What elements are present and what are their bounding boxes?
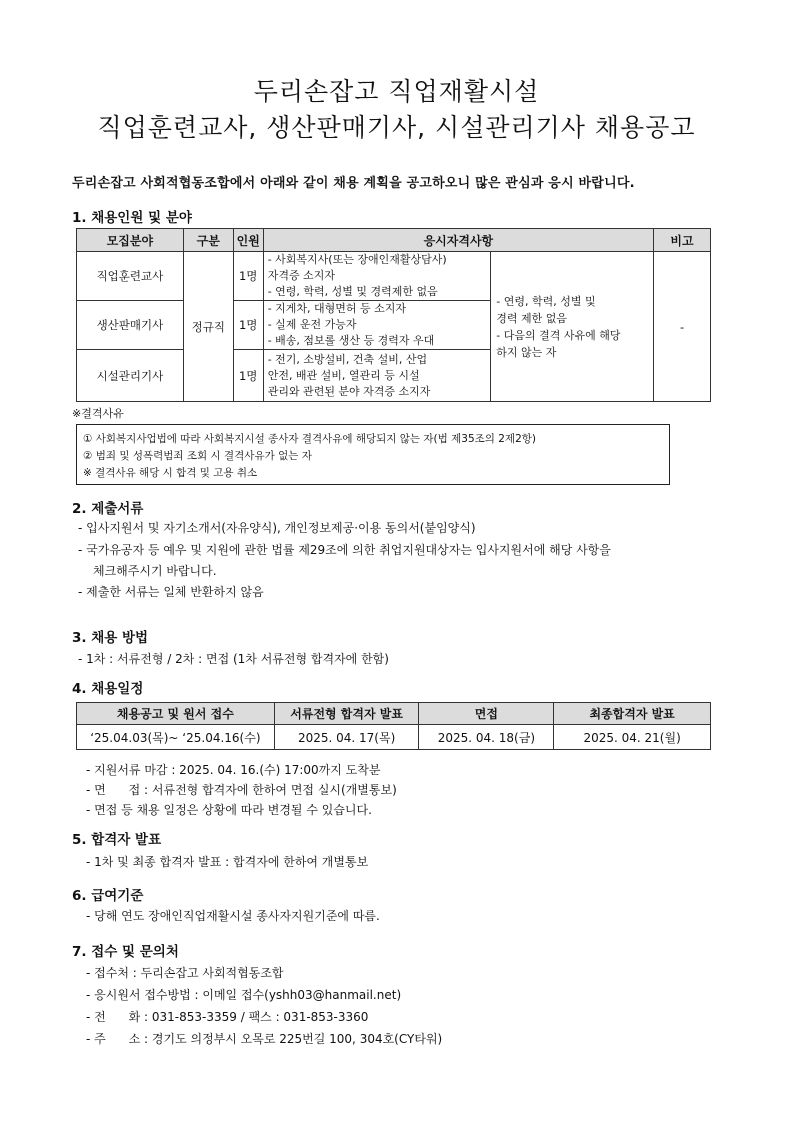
qualification-line: - 연령, 학력, 성별 및 경력제한 없음 <box>267 285 438 298</box>
common-qualification-cell <box>491 252 654 402</box>
recruitment-table <box>76 228 711 402</box>
section-heading-schedule: 4. 채용일정 <box>72 681 144 697</box>
header-field: 모집분야 <box>77 229 184 252</box>
qualification-line: - 사회복지사(또는 장애인재활상담사) <box>267 253 447 266</box>
disqualification-box <box>76 424 670 485</box>
field-cell: 직업훈련교사 <box>77 252 184 301</box>
table-header-row <box>77 703 711 725</box>
disqualification-item: ② 범죄 및 성폭력범죄 조회 시 결격사유가 없는 자 <box>83 450 312 462</box>
schedule-value: ‘25.04.03(목)~ ‘25.04.16(수) <box>77 725 275 750</box>
qualification-cell <box>263 252 491 301</box>
common-qualification-line: - 연령, 학력, 성별 및 <box>496 294 596 308</box>
intro-text: 두리손잡고 사회적협동조합에서 아래와 같이 채용 계획을 공고하오니 많은 관심과 응시 바랍니다. <box>72 176 635 191</box>
field-cell: 시설관리기사 <box>77 350 184 402</box>
schedule-value: 2025. 04. 17(목) <box>274 725 419 750</box>
section-heading-announcement: 5. 합격자 발표 <box>72 832 162 848</box>
table-header-row <box>77 229 711 252</box>
contact-line: - 주 소 : 경기도 의정부시 오목로 225번길 100, 304호(CY타워) <box>86 1032 443 1046</box>
salary-line: - 당해 연도 장애인직업재활시설 종사자지원기준에 따름. <box>86 909 380 923</box>
note-cell: - <box>654 252 711 402</box>
qualification-line: - 실제 운전 가능자 <box>267 318 357 331</box>
disqualification-item: ※ 결격사유 해당 시 합격 및 고용 취소 <box>83 467 258 479</box>
count-cell: 1명 <box>233 301 263 350</box>
field-cell: 생산판매기사 <box>77 301 184 350</box>
section-heading-method: 3. 채용 방법 <box>72 630 149 646</box>
contact-line: - 응시원서 접수방법 : 이메일 접수(yshh03@hanmail.net) <box>86 988 402 1002</box>
schedule-header: 면접 <box>419 703 554 725</box>
contact-line: - 접수처 : 두리손잡고 사회적협동조합 <box>86 966 284 980</box>
header-qualifications: 응시자격사항 <box>263 229 653 252</box>
section-heading-recruitment: 1. 채용인원 및 분야 <box>72 210 192 226</box>
schedule-header: 채용공고 및 원서 접수 <box>77 703 275 725</box>
schedule-table <box>76 702 711 750</box>
qualification-line: 관리와 관련된 분야 자격증 소지자 <box>267 384 431 398</box>
method-line: - 1차 : 서류전형 / 2차 : 면접 (1차 서류전형 합격자에 한함) <box>78 652 389 666</box>
qualification-line: 안전, 배관 설비, 열관리 등 시설 <box>267 368 420 382</box>
schedule-header: 서류전형 합격자 발표 <box>274 703 419 725</box>
table-row <box>77 252 711 301</box>
table-row <box>77 725 711 750</box>
announcement-line: - 1차 및 최종 합격자 발표 : 합격자에 한하여 개별통보 <box>86 855 369 869</box>
qualification-line: 자격증 소지자 <box>267 269 335 282</box>
disqualification-item: ① 사회복지사업법에 따라 사회복지시설 종사자 결격사유에 해당되지 않는 자(법 제35조의 2제2항) <box>83 433 536 445</box>
section-heading-documents: 2. 제출서류 <box>72 501 144 517</box>
qualification-line: - 지게차, 대형면허 등 소지자 <box>267 302 407 315</box>
header-note: 비고 <box>654 229 711 252</box>
documents-line: - 제출한 서류는 일체 반환하지 않음 <box>78 585 264 599</box>
common-qualification-line: 하지 않는 자 <box>496 345 557 359</box>
header-count: 인원 <box>233 229 263 252</box>
page-title-line2: 직업훈련교사, 생산판매기사, 시설관리기사 채용공고 <box>97 113 696 142</box>
common-qualification-line: - 다음의 결격 사유에 해당 <box>496 328 621 342</box>
count-cell: 1명 <box>233 252 263 301</box>
schedule-header: 최종합격자 발표 <box>554 703 711 725</box>
count-cell: 1명 <box>233 350 263 402</box>
common-qualification-line: 경력 제한 없음 <box>496 311 568 325</box>
documents-line: - 입사지원서 및 자기소개서(자유양식), 개인정보제공·이용 동의서(붙임양식) <box>78 521 476 535</box>
qualification-line: - 배송, 점보롤 생산 등 경력자 우대 <box>267 334 435 347</box>
contact-line: - 전 화 : 031-853-3359 / 팩스 : 031-853-3360 <box>86 1010 369 1024</box>
qualification-line: - 전기, 소방설비, 건축 설비, 산업 <box>267 352 428 366</box>
header-type: 구분 <box>183 229 233 252</box>
documents-line: 체크해주시기 바랍니다. <box>93 564 217 578</box>
schedule-note: - 면접 등 채용 일정은 상황에 따라 변경될 수 있습니다. <box>86 803 372 817</box>
schedule-note: - 지원서류 마감 : 2025. 04. 16.(수) 17:00까지 도착분 <box>86 763 381 777</box>
schedule-note: - 면 접 : 서류전형 합격자에 한하여 면접 실시(개별통보) <box>86 783 397 797</box>
page-title-line1: 두리손잡고 직업재활시설 <box>253 77 540 106</box>
section-heading-contact: 7. 접수 및 문의처 <box>72 944 179 960</box>
section-heading-salary: 6. 급여기준 <box>72 888 144 904</box>
schedule-value: 2025. 04. 18(금) <box>419 725 554 750</box>
type-cell: 정규직 <box>183 252 233 402</box>
qualification-cell <box>263 301 491 350</box>
qualification-cell <box>263 350 491 402</box>
documents-line: - 국가유공자 등 예우 및 지원에 관한 법률 제29조에 의한 취업지원대상자는 입사지원서에 해당 사항을 <box>78 543 611 557</box>
disqualification-title: ※결격사유 <box>72 407 124 420</box>
schedule-value: 2025. 04. 21(월) <box>554 725 711 750</box>
